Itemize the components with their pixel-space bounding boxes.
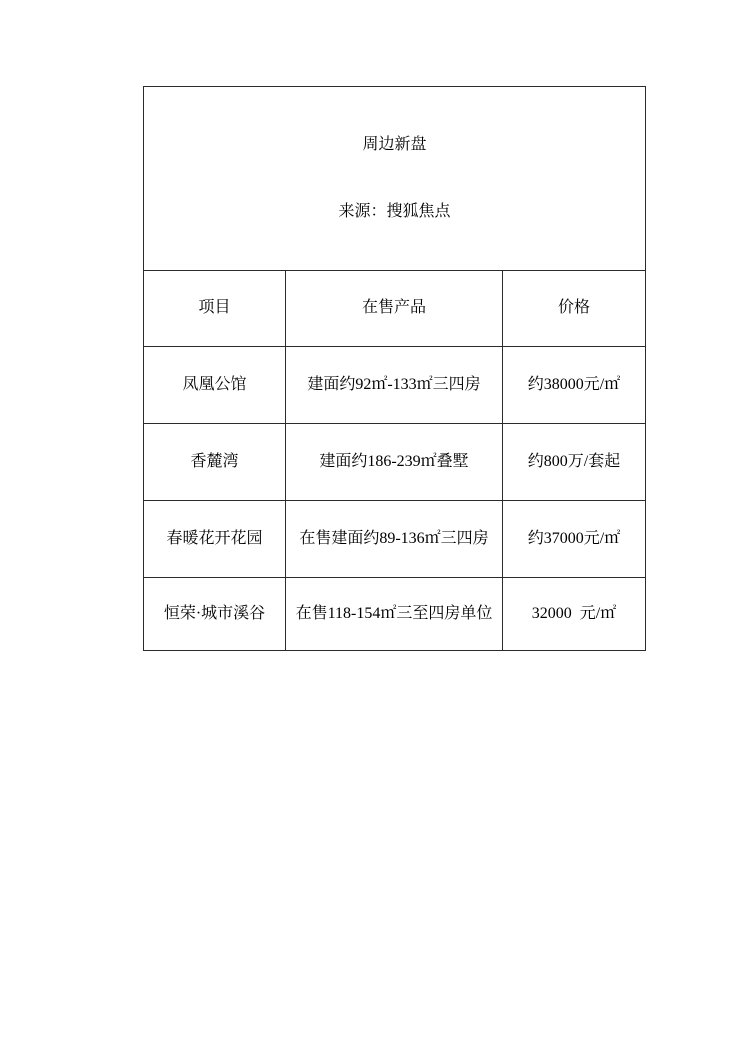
table-row xyxy=(144,578,646,651)
project-cell: 春暖花开花园 xyxy=(144,501,286,578)
price-cell: 约37000元/㎡ xyxy=(503,501,646,578)
price-cell: 约38000元/㎡ xyxy=(503,347,646,424)
nearby-new-listings-table xyxy=(143,86,646,651)
project-cell: 香麓湾 xyxy=(144,424,286,501)
table-header-row xyxy=(144,271,646,347)
project-cell: 恒荣·城市溪谷 xyxy=(144,578,286,651)
table-title-row xyxy=(144,87,646,271)
column-header-project: 项目 xyxy=(144,271,286,347)
product-cell: 建面约186-239㎡叠墅 xyxy=(286,424,503,501)
table-title-cell xyxy=(144,87,646,271)
project-cell: 凤凰公馆 xyxy=(144,347,286,424)
table-row xyxy=(144,347,646,424)
table-row xyxy=(144,501,646,578)
column-header-product: 在售产品 xyxy=(286,271,503,347)
column-header-price: 价格 xyxy=(503,271,646,347)
price-cell: 32000 元/㎡ xyxy=(503,578,646,651)
table-row xyxy=(144,424,646,501)
product-cell: 在售118-154㎡三至四房单位 xyxy=(286,578,503,651)
product-cell: 在售建面约89-136㎡三四房 xyxy=(286,501,503,578)
product-cell: 建面约92㎡-133㎡三四房 xyxy=(286,347,503,424)
table-source: 来源：搜狐焦点 xyxy=(338,202,451,220)
table-title: 周边新盘 xyxy=(362,135,427,153)
price-cell: 约800万/套起 xyxy=(503,424,646,501)
